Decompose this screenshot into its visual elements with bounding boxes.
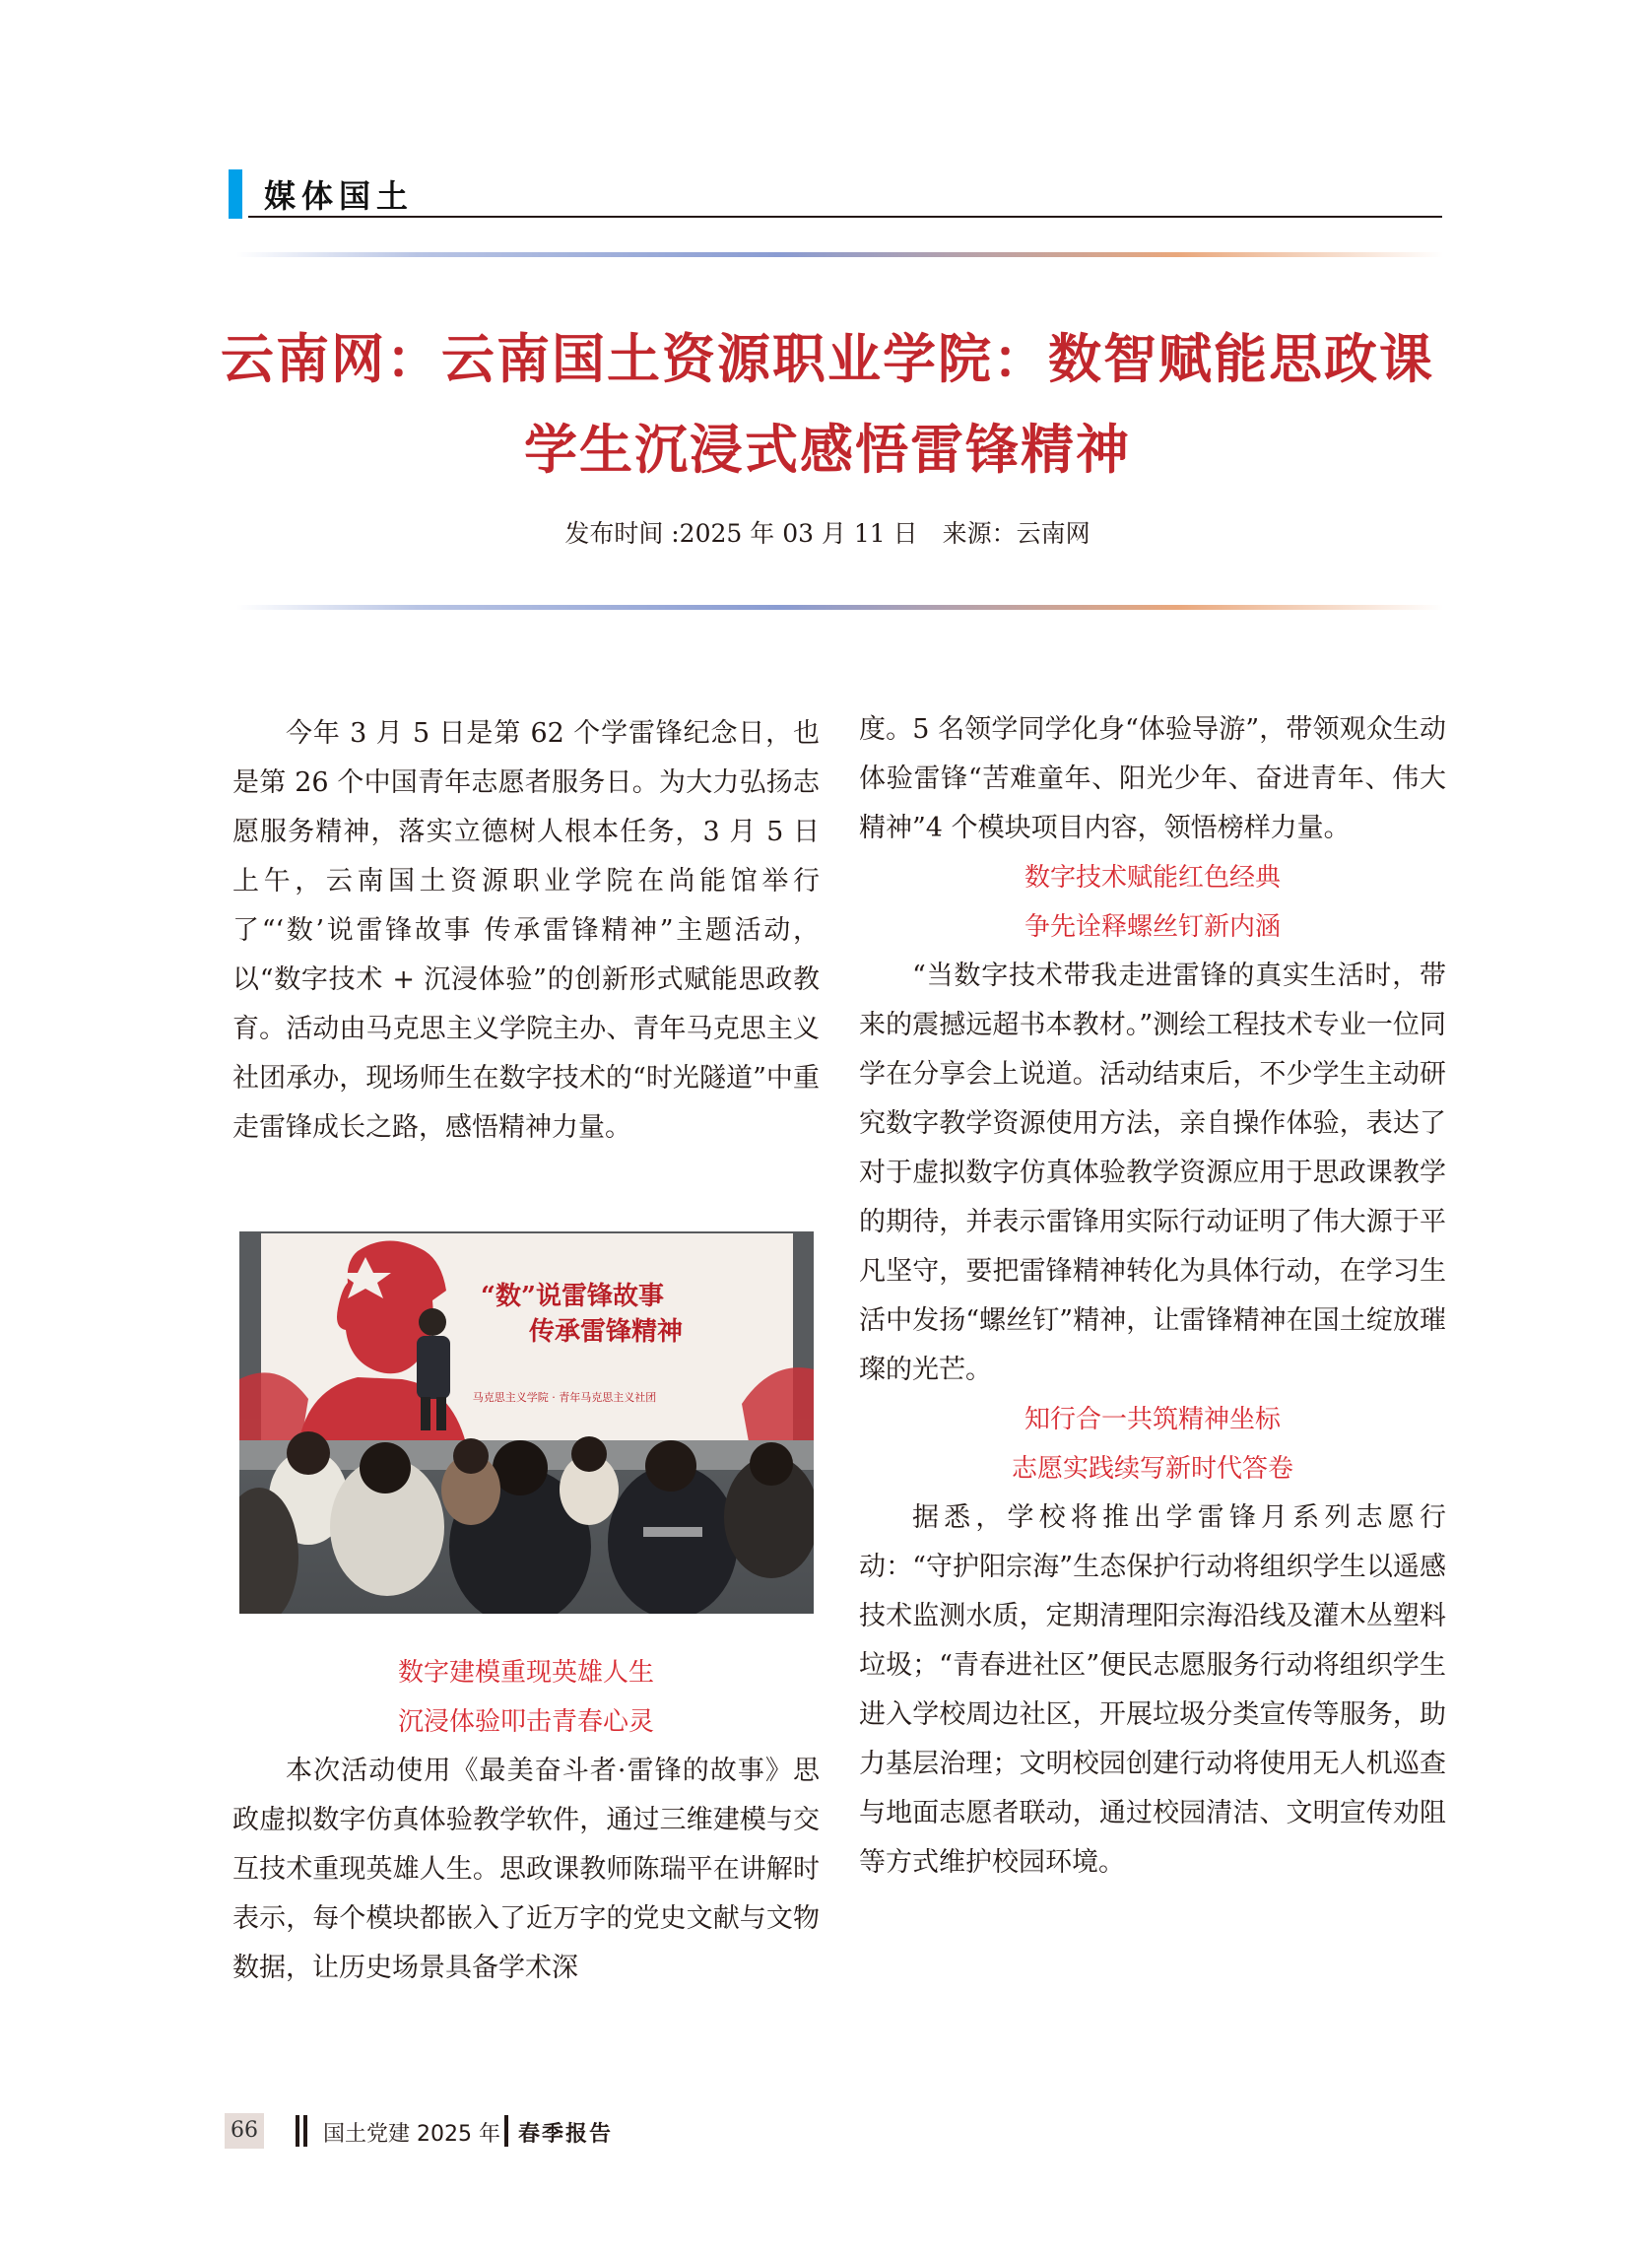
subheading-1-line1: 数字建模重现英雄人生 [397, 1658, 654, 1688]
left-column-top [232, 709, 820, 1153]
footer-separator [504, 2115, 508, 2147]
article-title-line1: 云南网：云南国土资源职业学院：数智赋能思政课 [221, 327, 1434, 390]
footer-bar [303, 2115, 307, 2147]
subheading-1-line2: 沉浸体验叩击青春心灵 [397, 1707, 654, 1737]
photo-screen-title-2: 传承雷锋精神 [528, 1317, 684, 1347]
photo-screen-caption: 马克思主义学院 · 青年马克思主义社团 [472, 1391, 657, 1404]
paragraph-software: 本次活动使用《最美奋斗者·雷锋的故事》思政虚拟数字仿真体验教学软件，通过三维建模与交互技术重现英雄人生。思政课教师陈瑞平在讲解时表示，每个模块都嵌入了近万字的党史文献与文物数据，让历史场景具备学术深 [232, 1756, 820, 1983]
right-column [859, 705, 1446, 1888]
subheading-2-line2: 争先诠释螺丝钉新内涵 [1024, 912, 1281, 942]
photo-screen-title-1: “数”说雷锋故事 [481, 1282, 664, 1311]
issue-name: 春季报告 [518, 2121, 614, 2147]
section-accent-bar [229, 169, 242, 219]
subheading-3-line1: 知行合一共筑精神坐标 [1024, 1405, 1281, 1434]
event-photo [239, 1231, 814, 1614]
subheading-3-line2: 志愿实践续写新时代答卷 [1011, 1454, 1293, 1484]
footer-bar [296, 2115, 299, 2147]
paragraph-volunteer: 据悉，学校将推出学雷锋月系列志愿行动：“守护阳宗海”生态保护行动将组织学生以遥感技术监测水质，定期清理阳宗海沿线及灌木丛塑料垃圾；“青春进社区”便民志愿服务行动将组织学生进入学校周边社区，开展垃圾分类宣传等服务，助力基层治理；文明校园创建行动将使用无人机巡查与地面志愿者联动，通过校园清洁、文明宣传劝阻等方式维护校园环境。 [859, 1502, 1446, 1878]
page-footer [225, 2113, 816, 2153]
bottom-gradient-divider [236, 605, 1443, 610]
page-number: 66 [225, 2113, 264, 2149]
article-title-line2: 学生沉浸式感悟雷锋精神 [524, 418, 1131, 481]
left-column-bottom [232, 1648, 820, 1993]
top-gradient-divider [236, 252, 1443, 257]
section-label: 媒体国土 [264, 177, 415, 215]
section-rule [248, 216, 1442, 218]
section-header [229, 169, 1442, 221]
paragraph-intro: 今年 3 月 5 日是第 62 个学雷锋纪念日，也是第 26 个中国青年志愿者服务日。为大力弘扬志愿服务精神，落实立德树人根本任务，3 月 5 日上午，云南国土资源职业学院在尚能馆举行了“‘数’说雷锋故事 传承雷锋精神”主题活动，以“数字技术 + 沉浸体验”的创新形式赋能思政教育。活动由马克思主义学院主办、青年马克思主义社团承办，现场师生在数字技术的“时光隧道”中重走雷锋成长之路，感悟精神力量。 [232, 718, 820, 1143]
article-meta: 发布时间 :2025 年 03 月 11 日 来源：云南网 [564, 519, 1090, 548]
paragraph-student-quote: “当数字技术带我走进雷锋的真实生活时，带来的震撼远超书本教材。”测绘工程技术专业一位同学在分享会上说道。活动结束后，不少学生主动研究数字教学资源使用方法，亲自操作体验，表达了对于虚拟数字仿真体验教学资源应用于思政课教学的期待，并表示雷锋用实际行动证明了伟大源于平凡坚守，要把雷锋精神转化为具体行动，在学习生活中发扬“螺丝钉”精神，让雷锋精神在国土绽放璀璨的光芒。 [859, 961, 1446, 1385]
paragraph-continued: 度。5 名领学同学化身“体验导游”，带领观众生动体验雷锋“苦难童年、阳光少年、奋进青年、伟大精神”4 个模块项目内容，领悟榜样力量。 [859, 714, 1446, 843]
publication-name: 国土党建 2025 年 [323, 2122, 500, 2147]
subheading-2-line1: 数字技术赋能红色经典 [1024, 863, 1281, 893]
